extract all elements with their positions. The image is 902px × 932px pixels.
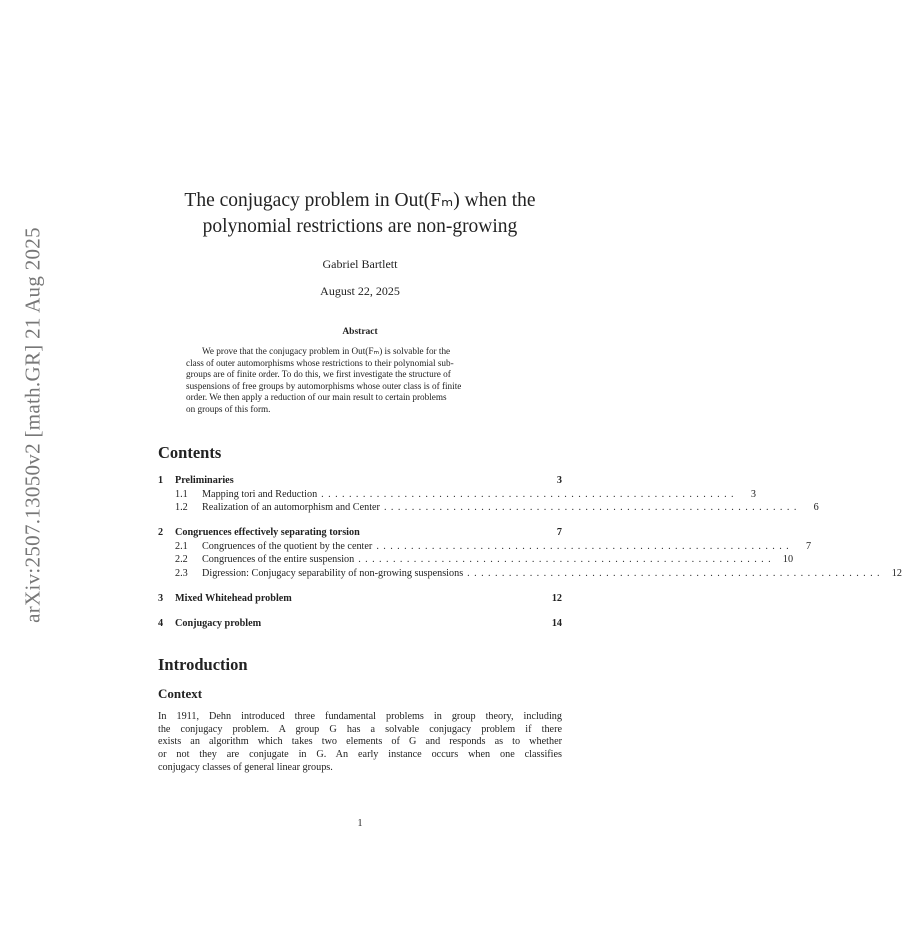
contents-heading: Contents bbox=[158, 443, 222, 462]
toc-leader-dots: ............................................................ bbox=[383, 502, 801, 514]
abstract-line: order. We then apply a reduction of our main result to certain problems bbox=[186, 392, 447, 403]
toc-number: 2.1 bbox=[175, 540, 188, 552]
toc-number: 1.1 bbox=[175, 488, 188, 500]
introduction-paragraph bbox=[158, 711, 562, 775]
toc-entry[interactable] bbox=[158, 526, 562, 540]
toc-entry[interactable] bbox=[158, 567, 902, 581]
toc-number: 4 bbox=[158, 617, 164, 629]
toc-gap bbox=[158, 581, 562, 592]
toc-page: 3 bbox=[750, 488, 756, 500]
toc-number: 1.2 bbox=[175, 502, 188, 514]
title-line: The conjugacy problem in Out(Fₘ) when the bbox=[184, 190, 536, 211]
title-line: polynomial restrictions are non-growing bbox=[202, 216, 518, 237]
toc-entry[interactable] bbox=[158, 617, 562, 631]
arxiv-sidebar bbox=[16, 204, 50, 646]
paragraph-line: the conjugacy problem. A group G has a solvable conjugacy problem if there bbox=[158, 723, 562, 735]
toc-title: Digression: Conjugacy separability of non-growing suspensions bbox=[202, 568, 464, 580]
toc-number: 3 bbox=[158, 592, 164, 604]
toc-page: 12 bbox=[891, 568, 902, 580]
abstract-line: We prove that the conjugacy problem in Out(Fₘ) is solvable for the bbox=[202, 346, 451, 356]
toc-page: 10 bbox=[782, 554, 794, 566]
paragraph-line: exists an algorithm which takes two elements of G and responds as to whether bbox=[158, 736, 562, 748]
paragraph-line: In 1911, Dehn introduced three fundamental problems in group theory, including bbox=[158, 711, 562, 722]
toc-page: 3 bbox=[556, 475, 562, 486]
toc-title: Preliminaries bbox=[175, 475, 234, 486]
toc-title: Realization of an automorphism and Center bbox=[202, 502, 380, 514]
toc-page: 12 bbox=[551, 592, 562, 604]
toc-number: 2 bbox=[158, 527, 164, 539]
paragraph-line: conjugacy classes of general linear groups. bbox=[158, 761, 333, 773]
abstract-heading: Abstract bbox=[342, 327, 378, 337]
introduction-heading: Introduction bbox=[158, 655, 248, 674]
toc-title: Congruences effectively separating torsion bbox=[175, 527, 360, 539]
paragraph-line: or not they are conjugate in G. An early instance occurs when one classifies bbox=[158, 749, 562, 761]
abstract-line: on groups of this form. bbox=[186, 403, 271, 414]
table-of-contents bbox=[158, 474, 902, 630]
toc-page: 14 bbox=[551, 617, 562, 629]
paper-author: Gabriel Bartlett bbox=[322, 257, 398, 271]
abstract-line: class of outer automorphisms whose restrictions to their polynomial sub- bbox=[186, 357, 454, 368]
toc-entry[interactable] bbox=[158, 553, 794, 567]
toc-title: Conjugacy problem bbox=[175, 617, 262, 629]
toc-entry[interactable] bbox=[158, 501, 819, 515]
toc-entry[interactable] bbox=[158, 540, 812, 554]
paper-date: August 22, 2025 bbox=[320, 284, 400, 298]
toc-entry[interactable] bbox=[158, 474, 562, 488]
toc-gap bbox=[158, 606, 562, 617]
toc-page: 7 bbox=[806, 540, 812, 552]
toc-title: Mixed Whitehead problem bbox=[175, 592, 292, 604]
toc-number: 2.2 bbox=[175, 554, 188, 566]
page-number: 1 bbox=[357, 818, 363, 829]
abstract-body bbox=[186, 346, 534, 416]
toc-leader-dots: ............................................................ bbox=[376, 540, 794, 552]
toc-leader-dots: ............................................................ bbox=[467, 568, 884, 580]
toc-entry[interactable] bbox=[158, 488, 756, 502]
toc-leader-dots: ............................................................ bbox=[321, 488, 738, 500]
abstract-line: groups are of finite order. To do this, we first investigate the structure of bbox=[186, 369, 451, 380]
paper-title bbox=[120, 188, 600, 240]
arxiv-identifier: arXiv:2507.13050v2 [math.GR] 21 Aug 2025 bbox=[20, 227, 45, 623]
toc-title: Congruences of the quotient by the center bbox=[202, 540, 373, 552]
toc-leader-dots: ............................................................ bbox=[358, 554, 776, 566]
toc-title: Congruences of the entire suspension bbox=[202, 554, 355, 566]
toc-entry[interactable] bbox=[158, 592, 562, 606]
toc-gap bbox=[158, 515, 562, 526]
toc-number: 1 bbox=[158, 475, 164, 486]
toc-title: Mapping tori and Reduction bbox=[202, 488, 318, 500]
toc-page: 6 bbox=[813, 502, 819, 514]
toc-page: 7 bbox=[556, 527, 562, 539]
toc-number: 2.3 bbox=[175, 568, 188, 580]
abstract-line: suspensions of free groups by automorphisms whose outer class is of finite bbox=[186, 380, 462, 391]
context-subheading: Context bbox=[158, 686, 203, 701]
